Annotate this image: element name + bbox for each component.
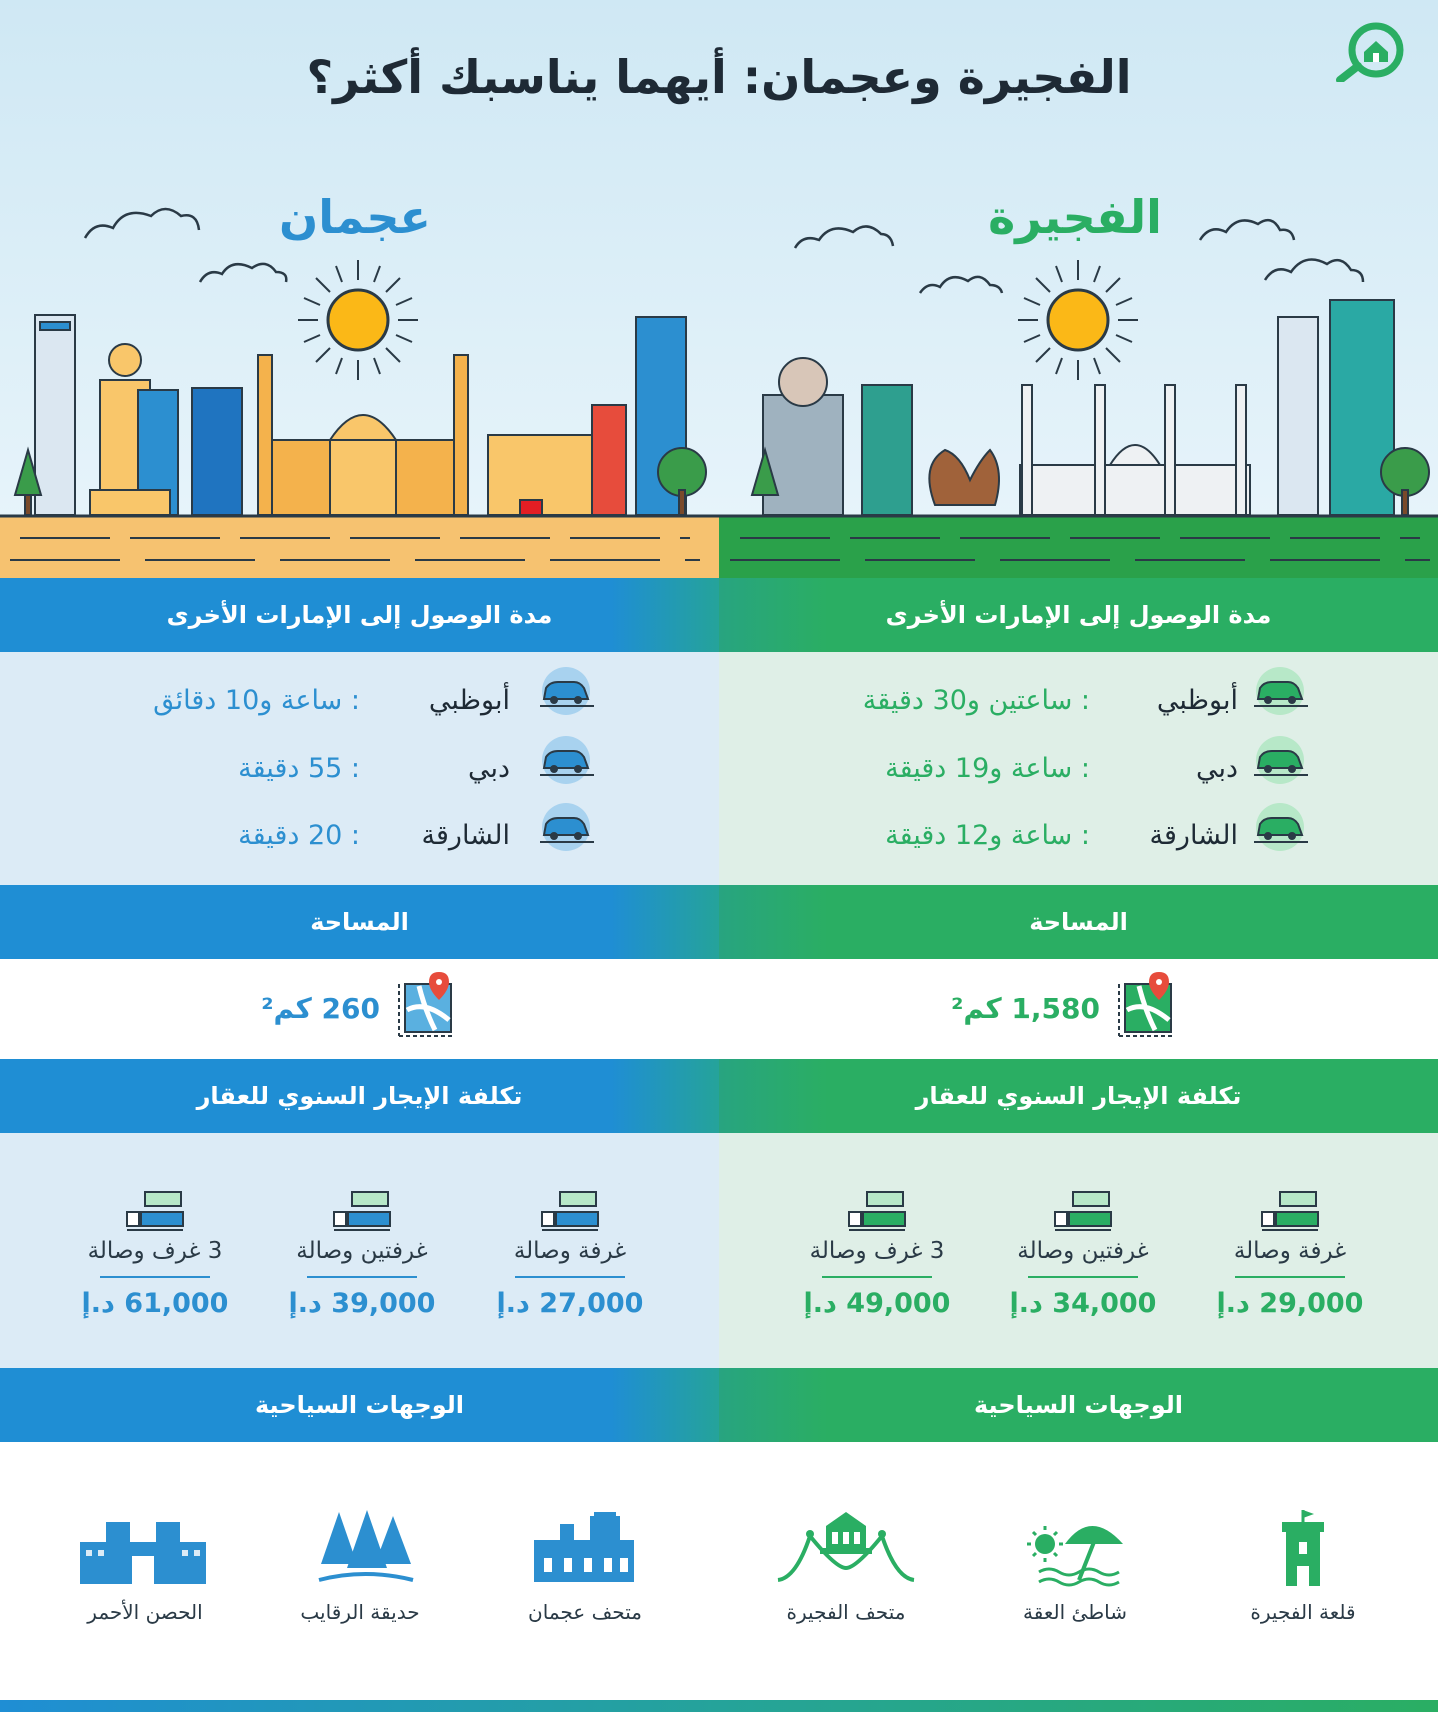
destination-name: متحف عجمان: [528, 1600, 642, 1624]
destination-name: قلعة الفجيرة: [1250, 1600, 1356, 1624]
rent-label: غرفة وصالة: [1233, 1238, 1347, 1264]
section-title: مدة الوصول إلى الإمارات الأخرى: [166, 601, 553, 629]
section-title: الوجهات السياحية: [973, 1391, 1184, 1419]
city-name-fujairah: الفجيرة: [988, 190, 1162, 244]
map-pin-icon: [1115, 970, 1179, 1042]
travel-time: : ساعة و10 دقائق: [153, 685, 360, 716]
section-title: تكلفة الإيجار السنوي للعقار: [915, 1082, 1242, 1110]
bedroom-icon: [1260, 1190, 1320, 1232]
rent-label: غرفتين وصالة: [1017, 1238, 1149, 1264]
section-header-area-fujairah: [719, 885, 1438, 959]
section-header-area-ajman: [0, 885, 719, 959]
travel-place: الشارقة: [1149, 820, 1238, 851]
section-title: تكلفة الإيجار السنوي للعقار: [196, 1082, 523, 1110]
area-panel: [0, 959, 1438, 1059]
divider: [515, 1276, 625, 1278]
bedroom-icon: [332, 1190, 392, 1232]
search-home-icon[interactable]: [1334, 22, 1412, 82]
travel-time: : ساعتين و30 دقيقة: [862, 685, 1090, 716]
section-title: مدة الوصول إلى الإمارات الأخرى: [885, 601, 1272, 629]
car-icon: [536, 666, 596, 716]
travel-place: أبوظبي: [1156, 685, 1238, 716]
divider: [822, 1276, 932, 1278]
sun-icon-ajman: [298, 260, 418, 380]
bedroom-icon: [540, 1190, 600, 1232]
rent-price: 27,000 د.إ: [496, 1288, 644, 1319]
section-header-tourism-fujairah: [719, 1368, 1438, 1442]
rent-price: 39,000 د.إ: [288, 1288, 436, 1319]
car-icon: [1250, 802, 1310, 852]
section-title: الوجهات السياحية: [254, 1391, 465, 1419]
car-icon: [536, 735, 596, 785]
rent-label: 3 غرف وصالة: [809, 1238, 945, 1264]
travel-time: : 55 دقيقة: [238, 753, 360, 784]
beach-umbrella-icon: [1025, 1514, 1125, 1588]
sun-icon-fujairah: [1018, 260, 1138, 380]
destination-name: حديقة الرقايب: [300, 1600, 420, 1624]
rent-price: 49,000 د.إ: [803, 1288, 951, 1319]
rent-price: 29,000 د.إ: [1216, 1288, 1364, 1319]
section-header-rent-fujairah: [719, 1059, 1438, 1133]
fort-tower-icon: [1280, 1508, 1326, 1588]
section-title: المساحة: [310, 908, 409, 936]
section-header-travel-ajman: [0, 578, 719, 652]
section-title: المساحة: [1029, 908, 1128, 936]
car-icon: [1250, 666, 1310, 716]
area-value-ajman: 260 كم²: [261, 992, 380, 1025]
section-header-rent-ajman: [0, 1059, 719, 1133]
page-title: الفجيرة وعجمان: أيهما يناسبك أكثر؟: [306, 50, 1132, 104]
museum-building-icon: [530, 1510, 640, 1586]
travel-time: : ساعة و12 دقيقة: [885, 820, 1090, 851]
rent-label: غرفة وصالة: [513, 1238, 627, 1264]
city-name-ajman: عجمان: [279, 190, 431, 244]
travel-time: : ساعة و19 دقيقة: [885, 753, 1090, 784]
rent-label: غرفتين وصالة: [296, 1238, 428, 1264]
travel-time: : 20 دقيقة: [238, 820, 360, 851]
destination-name: شاطئ العقة: [1023, 1600, 1127, 1624]
travel-place: أبوظبي: [428, 685, 510, 716]
area-value-fujairah: 1,580 كم²: [951, 992, 1100, 1025]
bedroom-icon: [125, 1190, 185, 1232]
car-icon: [1250, 735, 1310, 785]
map-pin-icon: [395, 970, 459, 1042]
pine-trees-icon: [315, 1508, 415, 1588]
destination-name: الحصن الأحمر: [87, 1600, 203, 1624]
travel-place: دبي: [1195, 753, 1238, 784]
divider: [1028, 1276, 1138, 1278]
bedroom-icon: [847, 1190, 907, 1232]
rent-price: 34,000 د.إ: [1009, 1288, 1157, 1319]
rent-label: 3 غرف وصالة: [87, 1238, 223, 1264]
car-icon: [536, 802, 596, 852]
divider: [307, 1276, 417, 1278]
rent-price: 61,000 د.إ: [81, 1288, 229, 1319]
footer-strip: [0, 1700, 1438, 1712]
section-header-tourism-ajman: [0, 1368, 719, 1442]
museum-bridge-icon: [776, 1508, 916, 1588]
divider: [1235, 1276, 1345, 1278]
travel-place: الشارقة: [421, 820, 510, 851]
section-header-travel-fujairah: [719, 578, 1438, 652]
travel-place: دبي: [467, 753, 510, 784]
red-fort-icon: [78, 1518, 208, 1586]
destination-name: متحف الفجيرة: [786, 1600, 906, 1624]
bedroom-icon: [1053, 1190, 1113, 1232]
divider: [100, 1276, 210, 1278]
hero-skyline: [0, 0, 1438, 578]
